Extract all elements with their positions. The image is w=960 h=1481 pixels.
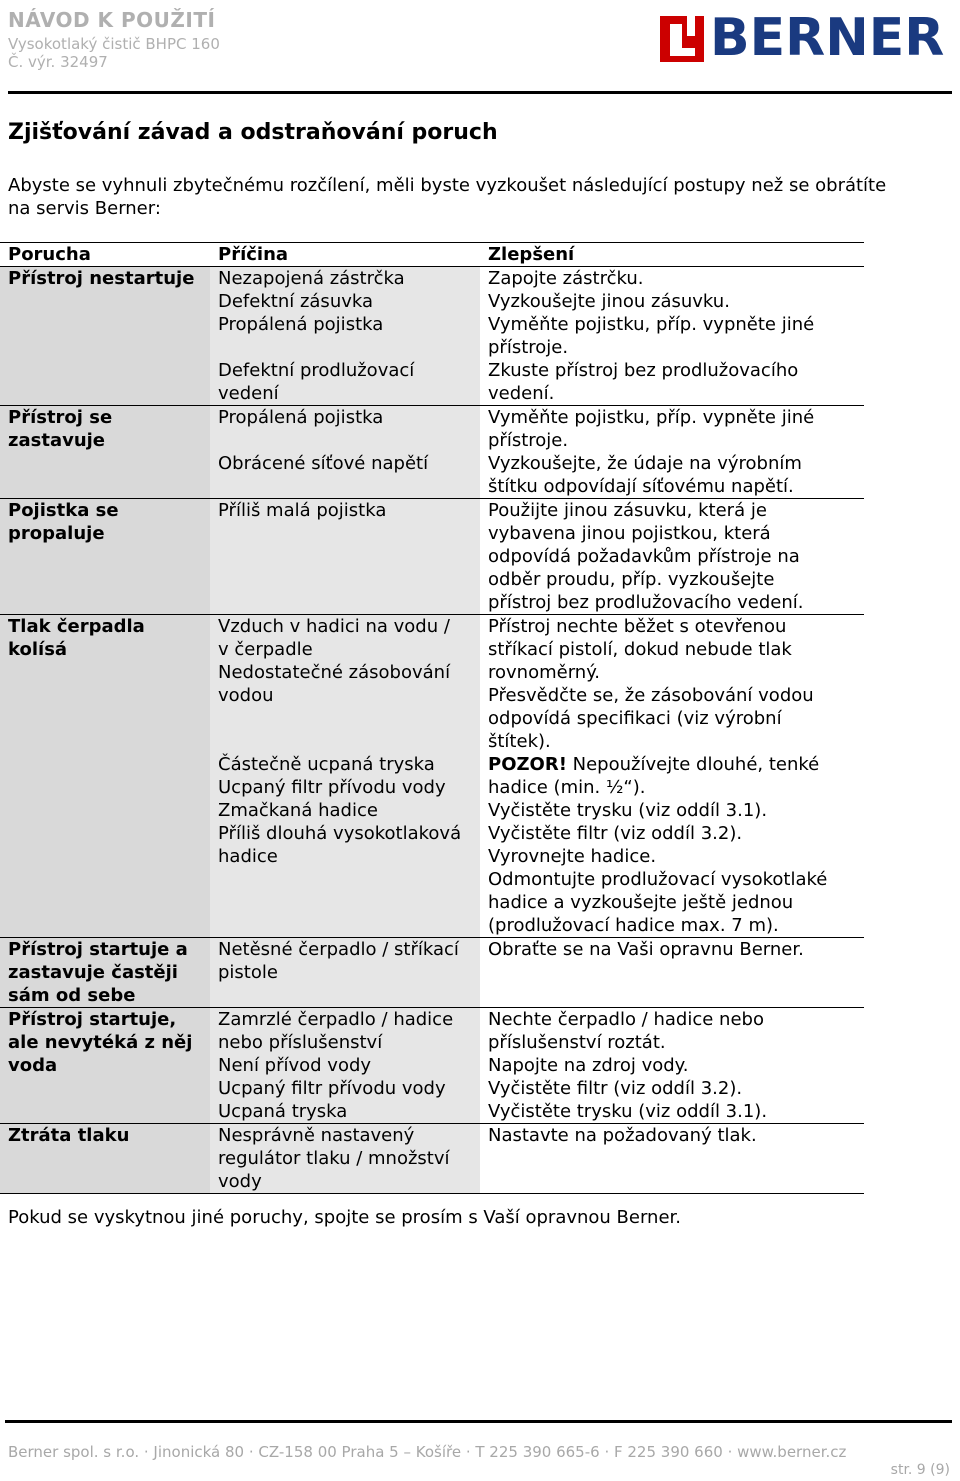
berner-logo <box>660 8 955 68</box>
fix-line: Napojte na zdroj vody. <box>488 1055 689 1076</box>
fault-line: kolísá <box>8 639 68 660</box>
cause-line: Částečně ucpaná tryska <box>218 754 435 775</box>
cause-line: Ucpaný filtr přívodu vody <box>218 1078 446 1099</box>
fault-line: propaluje <box>8 523 105 544</box>
fix-line: Vyčistěte filtr (viz oddíl 3.2). <box>488 1078 743 1099</box>
berner-logo-mark <box>660 16 704 62</box>
fix-line: štítek). <box>488 731 551 752</box>
fix-cell <box>480 1008 864 1123</box>
cause-line: Nesprávně nastavený <box>218 1125 415 1146</box>
blank-line <box>8 359 210 382</box>
cause-line: Ucpaný filtr přívodu vody <box>218 777 446 798</box>
table-row <box>0 1008 864 1124</box>
intro-paragraph <box>8 174 938 220</box>
cause-line: Defektní prodlužovací <box>218 360 415 381</box>
fix-line: vedení. <box>488 383 555 404</box>
fix-warning-line <box>488 753 864 776</box>
table-row <box>0 938 864 1008</box>
blank-line <box>218 707 480 730</box>
blank-line <box>8 845 210 868</box>
blank-line <box>218 568 480 591</box>
blank-line <box>8 684 210 707</box>
fix-cell <box>480 406 864 498</box>
troubleshooting-table <box>0 242 864 1194</box>
table-header-row <box>0 242 864 267</box>
fix-line: rovnoměrný. <box>488 662 600 683</box>
blank-line <box>8 1170 210 1193</box>
fix-line: Vyčistěte trysku (viz oddíl 3.1). <box>488 1101 768 1122</box>
fault-cell <box>0 615 210 937</box>
fix-line: Použijte jinou zásuvku, která je <box>488 500 767 521</box>
blank-line <box>488 1147 864 1170</box>
fix-cell <box>480 267 864 405</box>
fix-line: hadice a vyzkoušejte ještě jednou <box>488 892 794 913</box>
blank-line <box>8 799 210 822</box>
fault-line: Přístroj se <box>8 407 113 428</box>
intro-line: Abyste se vyhnuli zbytečnému rozčílení, měli byste vyzkoušet následující postupy než se obrátíte <box>8 175 887 196</box>
cause-line: Defektní zásuvka <box>218 291 374 312</box>
cause-line: Ucpaná tryska <box>218 1101 348 1122</box>
blank-line <box>8 1147 210 1170</box>
cause-line: v čerpadle <box>218 639 313 660</box>
cause-cell <box>210 1008 480 1123</box>
fix-line: Zapojte zástrčku. <box>488 268 644 289</box>
header-fault: Porucha <box>0 243 210 266</box>
fix-line: Vyrovnejte hadice. <box>488 846 657 867</box>
blank-line <box>218 914 480 937</box>
cause-line: Zmačkaná hadice <box>218 800 378 821</box>
blank-line <box>8 591 210 614</box>
fault-line: ale nevytéká z něj <box>8 1032 193 1053</box>
cause-cell <box>210 1124 480 1193</box>
fix-line: odpovídá specifikaci (viz výrobní <box>488 708 782 729</box>
warning-text: Nepoužívejte dlouhé, tenké <box>566 754 820 775</box>
fault-line: Přístroj startuje, <box>8 1009 177 1030</box>
table-row <box>0 406 864 499</box>
fault-line: zastavuje častěji <box>8 962 178 983</box>
fault-cell <box>0 1124 210 1193</box>
fix-line: Nechte čerpadlo / hadice nebo <box>488 1009 764 1030</box>
blank-line <box>218 429 480 452</box>
table-row <box>0 615 864 938</box>
blank-line <box>488 984 864 1007</box>
cause-cell <box>210 615 480 937</box>
fix-cell <box>480 938 864 1007</box>
cause-line: hadice <box>218 846 278 867</box>
page-number: str. 9 (9) <box>890 1462 950 1478</box>
warning-label: POZOR! <box>488 754 567 775</box>
cause-cell <box>210 267 480 405</box>
cause-line: vedení <box>218 383 279 404</box>
fault-line: Přístroj startuje a <box>8 939 188 960</box>
header-product: Vysokotlaký čistič BHPC 160 <box>8 35 220 53</box>
blank-line <box>218 522 480 545</box>
fix-line: Vyčistěte filtr (viz oddíl 3.2). <box>488 823 743 844</box>
cause-line: Nezapojená zástrčka <box>218 268 405 289</box>
blank-line <box>8 336 210 359</box>
cause-line: vody <box>218 1171 262 1192</box>
closing-note: Pokud se vyskytnou jiné poruchy, spojte se prosím s Vaší opravnou Berner. <box>8 1207 682 1228</box>
cause-cell <box>210 938 480 1007</box>
cause-line: Není přívod vody <box>218 1055 372 1076</box>
header-fix: Zlepšení <box>480 243 864 266</box>
fix-line: odpovídá požadavkům přístroje na <box>488 546 800 567</box>
fault-line: voda <box>8 1055 58 1076</box>
fix-line: Vyčistěte trysku (viz oddíl 3.1). <box>488 800 768 821</box>
cause-line: Propálená pojistka <box>218 314 384 335</box>
blank-line <box>218 475 480 498</box>
fix-line: (prodlužovací hadice max. 7 m). <box>488 915 779 936</box>
fix-line: přístroje. <box>488 430 569 451</box>
blank-line <box>8 822 210 845</box>
fix-line: Obraťte se na Vaši opravnu Berner. <box>488 939 804 960</box>
header-divider <box>8 91 952 94</box>
cause-line: pistole <box>218 962 278 983</box>
fix-line: hadice (min. ½“). <box>488 777 646 798</box>
blank-line <box>218 336 480 359</box>
fix-line: odběr proudu, příp. vyzkoušejte <box>488 569 775 590</box>
blank-line <box>8 545 210 568</box>
fault-line: Tlak čerpadla <box>8 616 145 637</box>
fix-line: Přesvědčte se, že zásobování vodou <box>488 685 814 706</box>
cause-cell <box>210 406 480 498</box>
blank-line <box>8 868 210 891</box>
fix-line: Vyzkoušejte jinou zásuvku. <box>488 291 730 312</box>
cause-cell <box>210 499 480 614</box>
fix-line: příslušenství roztát. <box>488 1032 666 1053</box>
fix-line: Zkuste přístroj bez prodlužovacího <box>488 360 799 381</box>
fix-line: stříkací pistolí, dokud nebude tlak <box>488 639 792 660</box>
blank-line <box>8 452 210 475</box>
section-title: Zjišťování závad a odstraňování poruch <box>8 120 498 145</box>
fault-line: Ztráta tlaku <box>8 1125 130 1146</box>
blank-line <box>488 961 864 984</box>
table-row <box>0 1124 864 1194</box>
table-row <box>0 267 864 406</box>
blank-line <box>8 313 210 336</box>
fix-cell <box>480 615 864 937</box>
fault-line: sám od sebe <box>8 985 136 1006</box>
fault-cell <box>0 499 210 614</box>
cause-line: regulátor tlaku / množství <box>218 1148 450 1169</box>
blank-line <box>8 1100 210 1123</box>
fix-line: přístroj bez prodlužovacího vedení. <box>488 592 804 613</box>
cause-line: Vzduch v hadici na vodu / <box>218 616 450 637</box>
fault-cell <box>0 1008 210 1123</box>
footer-divider <box>5 1420 952 1423</box>
berner-logo-text: BERNER <box>710 8 945 68</box>
fix-line: Přístroj nechte běžet s otevřenou <box>488 616 787 637</box>
cause-line: Nedostatečné zásobování <box>218 662 451 683</box>
header-title: NÁVOD K POUŽITÍ <box>8 8 216 32</box>
blank-line <box>8 568 210 591</box>
cause-line: Zamrzlé čerpadlo / hadice <box>218 1009 454 1030</box>
fix-line: Nastavte na požadovaný tlak. <box>488 1125 757 1146</box>
fix-line: vybavena jinou pojistkou, která <box>488 523 771 544</box>
fix-line: Vyměňte pojistku, příp. vypněte jiné <box>488 407 815 428</box>
blank-line <box>8 382 210 405</box>
header-article-number: Č. výr. 32497 <box>8 53 108 71</box>
blank-line <box>8 730 210 753</box>
cause-line: Netěsné čerpadlo / stříkací <box>218 939 459 960</box>
blank-line <box>218 591 480 614</box>
header-cause: Příčina <box>210 243 480 266</box>
fix-line: Odmontujte prodlužovací vysokotlaké <box>488 869 828 890</box>
footer-address: Berner spol. s r.o. · Jinonická 80 · CZ-158 00 Praha 5 – Košíře · T 225 390 665-6 · F 225 390 660 · www.berner.cz <box>8 1443 847 1461</box>
blank-line <box>8 475 210 498</box>
blank-line <box>8 661 210 684</box>
fix-line: Vyzkoušejte, že údaje na výrobním <box>488 453 802 474</box>
cause-line: Propálená pojistka <box>218 407 384 428</box>
fix-cell <box>480 499 864 614</box>
intro-line: na servis Berner: <box>8 198 161 219</box>
fault-line: Přístroj nestartuje <box>8 268 195 289</box>
blank-line <box>8 914 210 937</box>
cause-line: Příliš dlouhá vysokotlaková <box>218 823 462 844</box>
blank-line <box>218 891 480 914</box>
blank-line <box>8 1077 210 1100</box>
blank-line <box>8 776 210 799</box>
blank-line <box>488 1170 864 1193</box>
fault-line: Pojistka se <box>8 500 119 521</box>
fix-line: přístroje. <box>488 337 569 358</box>
fix-line: štítku odpovídají síťovému napětí. <box>488 476 794 497</box>
fault-cell <box>0 406 210 498</box>
blank-line <box>218 984 480 1007</box>
blank-line <box>218 868 480 891</box>
blank-line <box>218 730 480 753</box>
cause-line: Obrácené síťové napětí <box>218 453 429 474</box>
blank-line <box>8 290 210 313</box>
table-row <box>0 499 864 615</box>
cause-line: Příliš malá pojistka <box>218 500 387 521</box>
fault-cell <box>0 267 210 405</box>
fix-line: Vyměňte pojistku, příp. vypněte jiné <box>488 314 815 335</box>
blank-line <box>8 753 210 776</box>
cause-line: vodou <box>218 685 274 706</box>
blank-line <box>8 891 210 914</box>
blank-line <box>8 707 210 730</box>
fix-cell <box>480 1124 864 1193</box>
cause-line: nebo příslušenství <box>218 1032 383 1053</box>
blank-line <box>218 545 480 568</box>
fault-line: zastavuje <box>8 430 106 451</box>
fault-cell <box>0 938 210 1007</box>
